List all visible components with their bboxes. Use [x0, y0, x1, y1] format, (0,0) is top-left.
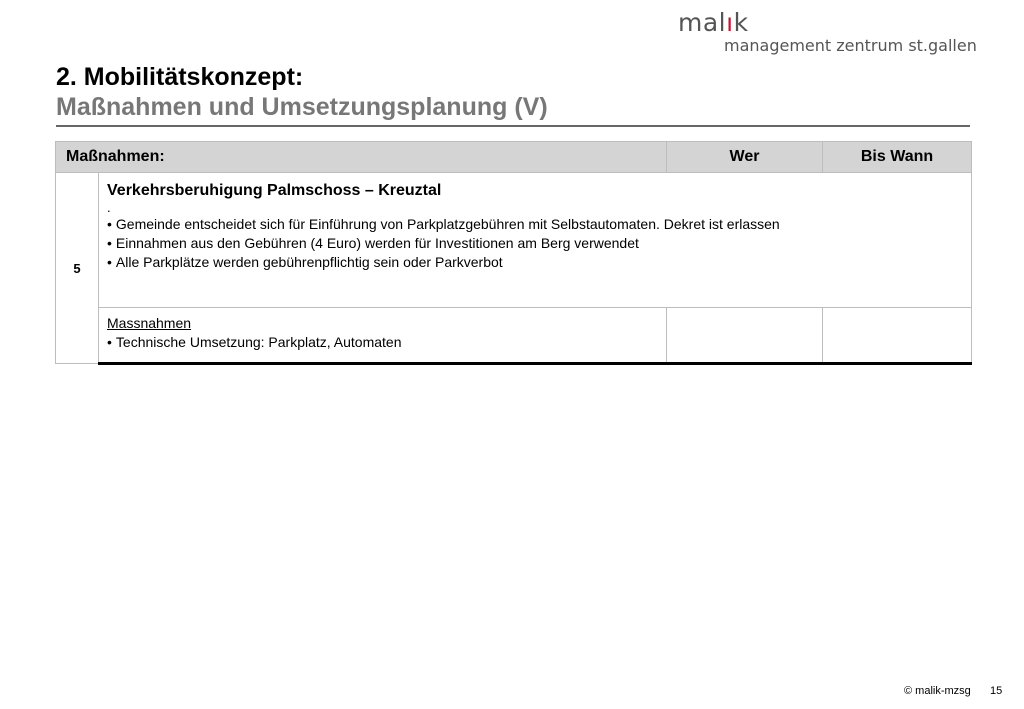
measures-heading: Massnahmen — [107, 315, 192, 331]
page-subtitle: Maßnahmen und Umsetzungsplanung (V) — [56, 93, 548, 121]
list-item: • Technische Umsetzung: Parkplatz, Automaten — [107, 333, 656, 352]
page-title: 2. Mobilitätskonzept: — [56, 63, 304, 91]
bis-wann-cell — [823, 308, 972, 364]
measures-bullets — [107, 333, 656, 352]
table-row — [56, 308, 972, 364]
topic-bullets — [107, 215, 961, 272]
table-header-row — [56, 142, 972, 173]
list-item: • Alle Parkplätze werden gebührenpflichtig sein oder Parkverbot — [107, 253, 961, 272]
page-number: 15 — [990, 685, 1003, 697]
title-divider — [56, 125, 970, 127]
topic-dot: . — [107, 200, 111, 215]
measures-table — [55, 141, 972, 365]
row-number: 5 — [56, 173, 99, 364]
header-massnahmen: Maßnahmen: — [56, 142, 667, 173]
topic-title: Verkehrsberuhigung Palmschoss – Kreuztal — [107, 182, 442, 199]
topic-cell — [99, 173, 972, 308]
logo-wordmark: malık — [678, 8, 749, 37]
wer-cell — [667, 308, 823, 364]
header-bis-wann: Bis Wann — [823, 142, 972, 173]
footer-copyright: © malik-mzsg — [904, 685, 971, 697]
header-wer: Wer — [667, 142, 823, 173]
logo-subtitle: management zentrum st.gallen — [724, 36, 977, 55]
table-row — [56, 173, 972, 308]
list-item: • Gemeinde entscheidet sich für Einführung von Parkplatzgebühren mit Selbstautomaten. Dekret ist erlassen — [107, 215, 961, 234]
measures-cell — [99, 308, 667, 364]
list-item: • Einnahmen aus den Gebühren (4 Euro) werden für Investitionen am Berg verwendet — [107, 234, 961, 253]
logo-accent-bar: ı — [726, 8, 734, 37]
